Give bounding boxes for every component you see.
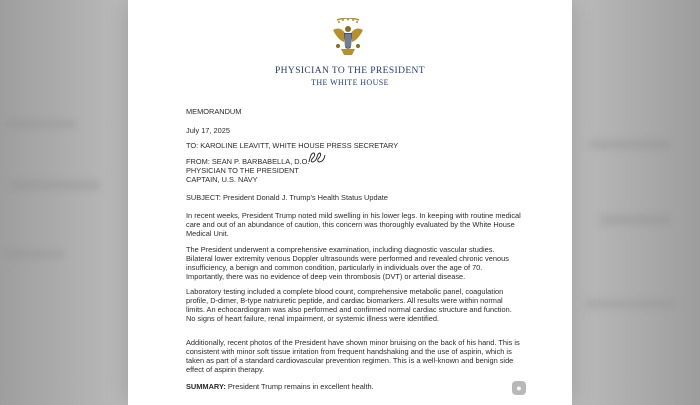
- overlay-button-icon[interactable]: ●: [512, 381, 526, 395]
- memo-subject: SUBJECT: President Donald J. Trump's Health Status Update: [186, 193, 388, 202]
- memo-recipient: TO: KAROLINE LEAVITT, WHITE HOUSE PRESS SECRETARY: [186, 141, 399, 150]
- paragraph-swelling: In recent weeks, President Trump noted mild swelling in his lower legs. In keeping with routine medical care and out of an abundance of caution, this concern was thoroughly evaluated by the White House Medical Unit.: [186, 211, 521, 238]
- memo-page: [128, 0, 572, 405]
- signature-initials-icon: [307, 150, 329, 166]
- summary-label: SUMMARY:: [186, 382, 226, 391]
- office-location: THE WHITE HOUSE: [311, 78, 389, 87]
- presidential-seal-icon: [330, 18, 366, 58]
- office-title: PHYSICIAN TO THE PRESIDENT: [274, 66, 425, 76]
- memo-sender: FROM: SEAN P. BARBABELLA, D.O.: [186, 157, 310, 166]
- paragraph-examination: The President underwent a comprehensive examination, including diagnostic vascular studies. Bilateral lower extremity venous Doppler ultrasounds were performed and revealed chronic venous insufficiency, a benign and common condition, particularly in individuals over the age of 70. Importantly, there was no evidence of deep vein thrombosis (DVT) or arterial disease.: [186, 245, 509, 281]
- memo-summary: [186, 382, 526, 391]
- summary-text: President Trump remains in excellent health.: [225, 382, 374, 391]
- paragraph-laboratory: Laboratory testing included a complete blood count, comprehensive metabolic panel, coagulation profile, D-dimer, B-type natriuretic peptide, and cardiac biomarkers. All results were within normal limits. An echocardiogram was also performed and confirmed normal cardiac structure and function. No signs of heart failure, renal impairment, or systemic illness were identified.: [186, 287, 512, 323]
- sender-rank: CAPTAIN, U.S. NAVY: [186, 175, 258, 184]
- memo-date: July 17, 2025: [186, 126, 230, 135]
- paragraph-bruising: Additionally, recent photos of the President have shown minor bruising on the back of his hand. This is consistent with minor soft tissue irritation from frequent handshaking and the use of aspirin, which is taken as part of a standard cardiovascular prevention regimen. This is a well-known and benign side effect of aspirin therapy.: [186, 338, 520, 374]
- sender-title: PHYSICIAN TO THE PRESIDENT: [186, 166, 299, 175]
- memo-type: MEMORANDUM: [186, 107, 242, 116]
